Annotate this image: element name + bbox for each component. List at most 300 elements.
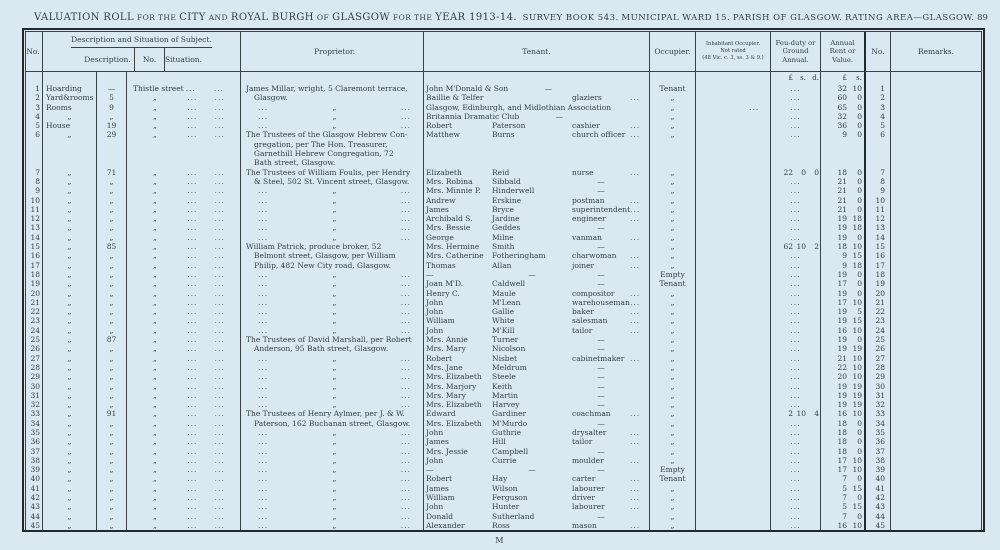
remarks-cell [891,279,981,288]
annual-rent-cell [821,140,866,149]
ditto-mark: „ [332,288,337,298]
annual-rent-cell [821,196,866,205]
inhabitant-occupier-cell [696,205,771,214]
leader-dots: ... [187,186,198,196]
leader-dots: ... [214,390,225,400]
entry-number-cell: 4 [866,112,891,121]
leader-dots: ... [214,353,225,363]
rent-shillings: 10 [852,353,862,363]
leader-dots: ... [790,316,801,326]
annual-rent-cell [821,447,866,456]
occupier-cell: „ [650,502,696,511]
description-cell: „ [43,465,97,474]
house-number-cell: „ [97,428,127,437]
tenant-cell [424,261,650,270]
leader-dots: ... [214,502,225,512]
rent-shillings: 0 [857,167,862,177]
tenant-cell [424,456,650,465]
occupier-cell: Empty [650,270,696,279]
col-header-description-group [43,32,241,71]
tenant-cell [424,391,650,400]
leader-dots: ... [790,111,801,121]
tenant-occupation: — [597,381,605,391]
rent-shillings [847,149,864,158]
situation-cell [127,512,241,521]
leader-dots: ... [630,121,641,131]
inhabitant-occupier-cell [696,214,771,223]
ditto-mark: „ [332,520,337,530]
proprietor-cell [241,456,424,465]
leader-dots: ... [630,455,641,465]
occupier-cell: „ [650,484,696,493]
house-number-cell: „ [97,447,127,456]
house-number-cell: „ [97,251,127,260]
description-cell: „ [43,344,97,353]
annual-rent-cell [821,465,866,474]
leader-dots: ... [187,242,198,252]
parish-label: PARISH OF GLASGOW. [732,13,843,23]
occupier-cell: „ [650,419,696,428]
description-cell: „ [43,474,97,483]
inhabitant-occupier-cell [696,372,771,381]
entry-number-cell: 21 [866,298,891,307]
leader-dots: ... [790,130,801,140]
description-cell: „ [43,391,97,400]
house-number-cell: 5 [97,93,127,102]
ditto-mark: „ [332,214,337,224]
rent-shillings: 15 [852,251,862,261]
row-number-cell [26,158,43,167]
feu-duty-cell [771,168,821,177]
leader-dots: ... [630,232,641,242]
tenant-occupation: — [597,279,605,289]
feu-duty-cell [771,344,821,353]
rent-pounds: 18 [837,418,847,428]
description-cell: „ [43,456,97,465]
tenant-forename: William [426,493,455,503]
table-row [26,298,981,307]
row-number-cell: 20 [26,289,43,298]
proprietor-cell [241,512,424,521]
rent-shillings: 0 [857,288,862,298]
leader-dots: ... [187,474,198,484]
feu-pence: 4 [814,409,819,419]
tenant-surname: Allan [492,260,512,270]
situation-text: „ [153,93,157,103]
situation-text: „ [153,325,157,335]
entry-number-cell: 40 [866,474,891,483]
rent-shillings: 18 [852,214,862,224]
leader-dots: ... [258,437,269,447]
occupier-cell: „ [650,289,696,298]
entry-number-cell: 26 [866,344,891,353]
proprietor-cell: Paterson, 162 Buchanan street, Glasgow. [241,419,424,428]
proprietor-cell [241,112,424,121]
row-number-cell: 45 [26,521,43,530]
tenant-occupation: mason [572,520,597,530]
feu-duty-cell [771,270,821,279]
house-number-cell: „ [97,382,127,391]
house-number-cell: 71 [97,168,127,177]
inhabitant-occupier-cell [696,149,771,158]
leader-dots: ... [187,167,198,177]
leader-dots: ... [400,400,411,410]
annual-rent-cell [821,261,866,270]
table-row [26,493,981,502]
table-row [26,205,981,214]
inhabitant-occupier-cell [696,84,771,93]
situation-text: „ [153,111,157,121]
occupier-cell: „ [650,363,696,372]
tenant-surname: Steele [492,372,516,382]
rent-currency-label: £ s. [821,72,866,84]
tenant-surname: Harvey [492,400,520,410]
leader-dots: ... [214,288,225,298]
feu-pence: 0 [814,167,819,177]
rent-shillings: 0 [857,446,862,456]
tenant-surname: — [555,111,564,121]
description-cell: „ [43,196,97,205]
remarks-cell [891,158,981,167]
remarks-cell [891,289,981,298]
table-row [26,521,981,530]
leader-dots: ... [400,307,411,317]
entry-number-cell: 8 [866,177,891,186]
rent-shillings: 10 [852,297,862,307]
ditto-mark: „ [332,493,337,503]
tenant-surname: Smith [492,242,515,252]
situation-text: „ [153,251,157,261]
feu-duty-cell [771,493,821,502]
annual-rent-cell [821,437,866,446]
leader-dots: ... [214,167,225,177]
rent-shillings: 0 [857,121,862,131]
tenant-forename: Mrs. Mary [426,344,466,354]
leader-dots: ... [790,437,801,447]
proprietor-cell [241,391,424,400]
inhabitant-occupier-cell [696,447,771,456]
situation-cell [127,344,241,353]
rent-shillings: 0 [857,102,862,112]
leader-dots: ... [790,325,801,335]
rent-pounds: 17 [837,465,847,475]
col-header-feu-duty: Feu-duty or Ground Annual. [771,32,821,71]
tenant-surname: Maule [492,288,516,298]
remarks-cell [891,363,981,372]
signature-mark: M [495,536,505,545]
leader-dots: ... [790,418,801,428]
leader-dots: ... [187,335,198,345]
entry-number-cell: 34 [866,419,891,428]
tenant-occupation: engineer [572,214,606,224]
leader-dots: ... [185,84,196,93]
house-number-cell [97,140,127,149]
remarks-cell [891,214,981,223]
ditto-mark: „ [332,121,337,131]
table-row [26,158,981,167]
house-number-cell: 9 [97,103,127,112]
tenant-surname: — [544,84,553,93]
situation-text: „ [153,269,157,279]
table-row [26,233,981,242]
feu-duty-cell [771,437,821,446]
row-number-cell: 44 [26,512,43,521]
tenant-surname: Geddes [492,223,521,233]
house-number-cell: „ [97,289,127,298]
annual-rent-cell [821,502,866,511]
row-number-cell: 7 [26,168,43,177]
leader-dots: ... [214,381,225,391]
description-cell: „ [43,428,97,437]
inhabitant-occupier-cell [696,512,771,521]
situation-text: „ [153,381,157,391]
tenant-forename: Mrs. Jessie [426,446,468,456]
description-cell: „ [43,251,97,260]
situation-cell [127,261,241,270]
remarks-cell [891,223,981,232]
house-number-cell: „ [97,502,127,511]
description-cell: „ [43,437,97,446]
tenant-surname: Meldrum [492,362,527,372]
ditto-mark: „ [332,269,337,279]
table-row [26,289,981,298]
tenant-forename: Joan M'D. [426,279,464,289]
proprietor-cell [241,279,424,288]
rent-shillings: 10 [852,455,862,465]
col-header-proprietor: Proprietor. [241,32,424,71]
inhabitant-occupier-cell [696,103,771,112]
occupier-cell: „ [650,130,696,139]
tenant-cell [424,233,650,242]
remarks-cell [891,196,981,205]
leader-dots: ... [187,362,198,372]
leader-dots: ... [400,325,411,335]
leader-dots: ... [187,297,198,307]
tenant-occupation: joiner [572,260,595,270]
leader-dots: ... [187,381,198,391]
tenant-occupation: moulder [572,455,604,465]
feu-shillings: 0 [801,167,806,177]
occupier-cell: „ [650,251,696,260]
leader-dots: ... [790,344,801,354]
page-number: 89 [977,13,988,23]
situation-cell [127,335,241,344]
table-row [26,363,981,372]
tenant-cell [424,102,760,112]
rent-pounds: 18 [837,242,847,252]
row-number-cell: 19 [26,279,43,288]
tenant-occupation: — [597,362,605,372]
situation-cell [127,447,241,456]
row-number-cell: 36 [26,437,43,446]
situation-cell [127,484,241,493]
situation-cell [127,521,241,530]
tenant-occupation: — [597,465,605,475]
entry-number-cell: 32 [866,400,891,409]
leader-dots: ... [400,297,411,307]
inhabitant-line2: Not rated [720,47,746,54]
title-run: AND [208,13,228,22]
tenant-forename: Thomas [426,260,456,270]
occupier-cell: „ [650,214,696,223]
tenant-occupation: — [597,344,605,354]
annual-rent-cell [821,316,866,325]
house-number-cell: 29 [97,130,127,139]
rent-pounds: 7 [842,474,847,484]
leader-dots: ... [214,409,225,419]
tenant-surname: Sibbald [492,176,521,186]
feu-duty-cell [771,382,821,391]
remarks-cell [891,465,981,474]
situation-text: „ [153,297,157,307]
situation-text: Thistle street [133,84,184,93]
leader-dots: ... [187,111,198,121]
proprietor-cell: Anderson, 95 Bath street, Glasgow. [241,344,424,353]
occupier-cell: „ [650,93,696,102]
description-cell: „ [43,168,97,177]
remarks-cell [891,233,981,242]
tenant-occupation: coachman [572,409,611,419]
tenant-cell [424,168,650,177]
situation-cell [127,474,241,483]
leader-dots: ... [214,400,225,410]
ditto-mark: „ [332,186,337,196]
proprietor-cell: William Patrick, produce broker, 52 [241,242,424,251]
leader-dots: ... [214,232,225,242]
rent-shillings: 10 [852,242,862,252]
row-number-cell: 35 [26,428,43,437]
leader-dots: ... [258,102,269,112]
situation-text: „ [153,446,157,456]
row-number-cell: 4 [26,112,43,121]
row-number-cell: 34 [26,419,43,428]
row-number-cell: 43 [26,502,43,511]
annual-rent-cell [821,484,866,493]
leader-dots: ... [187,251,198,261]
house-number-cell: „ [97,307,127,316]
feu-pounds: 62 [783,242,793,252]
remarks-cell [891,103,981,112]
tenant-cell [424,298,650,307]
remarks-cell [891,391,981,400]
col-header-no-right: No. [866,32,891,71]
remarks-cell [891,335,981,344]
remarks-cell [891,93,981,102]
situation-text: „ [153,307,157,317]
tenant-surname: Erskine [492,195,522,205]
annual-rent-cell [821,149,866,158]
situation-text: „ [153,409,157,419]
situation-cell [127,279,241,288]
rent-pounds: 19 [837,232,847,242]
feu-shillings: 10 [796,409,806,419]
ditto-mark: „ [332,400,337,410]
leader-dots: ... [258,520,269,530]
leader-dots: ... [790,381,801,391]
feu-duty-cell [771,186,821,195]
entry-number-cell: 16 [866,251,891,260]
tenant-occupation: labourer [572,483,605,493]
rent-pounds: 19 [837,335,847,345]
tenant-cell [424,437,650,446]
feu-duty-cell [771,93,821,102]
annual-rent-cell [821,84,866,93]
occupier-cell: „ [650,456,696,465]
rent-shillings: 0 [857,335,862,345]
remarks-cell [891,344,981,353]
tenant-cell [424,474,650,483]
tenant-occupation: tailor [572,437,593,447]
leader-dots: ... [749,102,760,112]
tenant-surname: Campbell [492,446,529,456]
tenant-cell [424,130,650,139]
tenant-surname: M'Murdo [492,418,528,428]
situation-cell [127,205,241,214]
leader-dots: ... [630,493,641,503]
tenant-occupation: drysalter [572,427,607,437]
leader-dots: ... [214,418,225,428]
tenant-forename: Mrs. Hermine [426,242,480,252]
leader-dots: ... [214,520,225,530]
leader-dots: ... [258,214,269,224]
tenant-cell [424,289,650,298]
row-number-cell: 29 [26,372,43,381]
leader-dots: ... [214,102,225,112]
tenant-forename [426,158,492,167]
house-number-cell: „ [97,391,127,400]
tenant-cell [424,354,650,363]
tenant-occupation: salesman [572,316,608,326]
inhabitant-occupier-cell [696,93,771,102]
proprietor-cell: The Trustees of David Marshall, per Robert [241,335,424,344]
description-cell: „ [43,242,97,251]
inhabitant-occupier-cell [696,251,771,260]
leader-dots: ... [187,260,198,270]
description-cell: „ [43,409,97,418]
row-number-cell: 31 [26,391,43,400]
rent-shillings: 15 [852,502,862,512]
occupier-cell: „ [650,261,696,270]
annual-rent-cell [821,168,866,177]
house-number-cell: „ [97,186,127,195]
tenant-occupation: church officer [572,130,626,140]
tenant-forename: John [426,502,444,512]
tenant-occupation: — [597,511,605,521]
proprietor-cell [241,354,424,363]
house-number-cell: „ [97,326,127,335]
inhabitant-occupier-cell [696,335,771,344]
entry-number-cell: 42 [866,493,891,502]
proprietor-cell [241,382,424,391]
description-cell: „ [43,326,97,335]
feu-duty-cell [771,130,821,139]
house-number-cell: „ [97,400,127,409]
situation-cell [127,242,241,251]
leader-dots: ... [400,121,411,131]
remarks-cell [891,502,981,511]
description-cell: Yard&rooms [43,93,97,102]
rent-shillings: 0 [857,93,862,103]
table-row [26,223,981,232]
leader-dots: ... [258,483,269,493]
description-cell: „ [43,205,97,214]
tenant-cell [424,112,650,121]
inhabitant-occupier-cell [696,484,771,493]
leader-dots: ... [214,483,225,493]
rent-shillings: 19 [852,400,862,410]
tenant-surname: Caldwell [492,279,526,289]
situation-text: „ [153,455,157,465]
